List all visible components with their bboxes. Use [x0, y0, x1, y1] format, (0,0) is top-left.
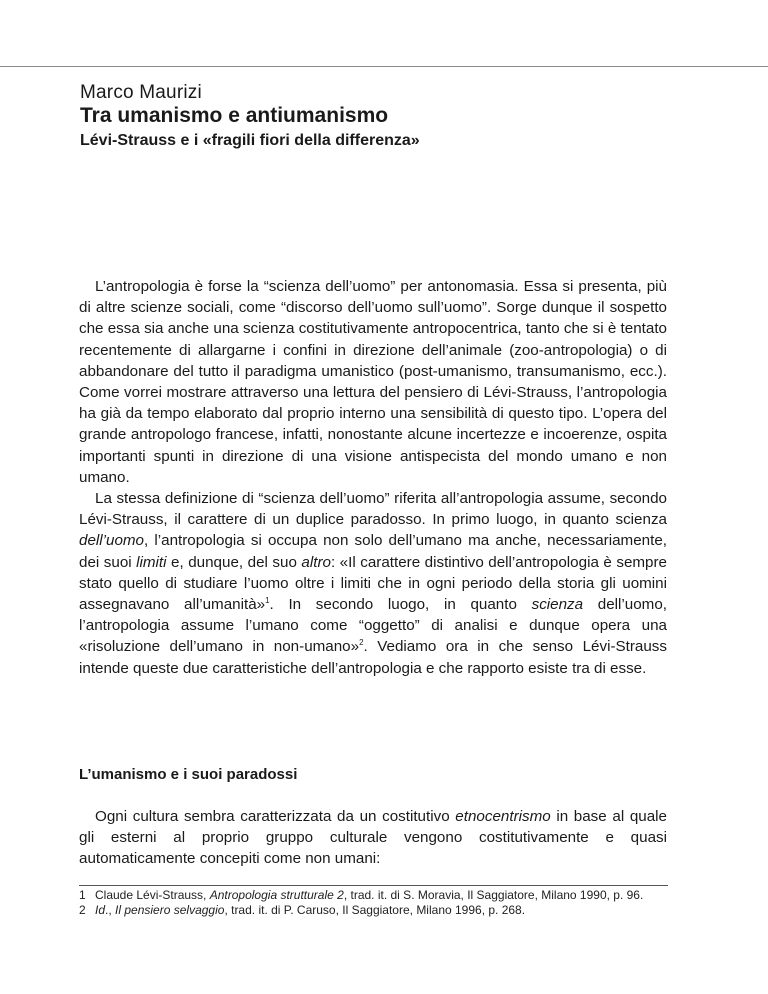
article-title: Tra umanismo e antiumanismo [80, 104, 389, 127]
author-name: Marco Maurizi [80, 82, 202, 103]
text-run: in base al quale gli esterni al proprio gruppo culturale vengono costitutivamente e quasi automaticamente concepiti come non umani: [79, 808, 667, 868]
section-heading: L’umanismo e i suoi paradossi [79, 766, 298, 783]
text-run: , l’antropologia si occupa non solo dell’umano ma anche, necessariamente, dei suoi [79, 532, 667, 571]
footnote-ref-2[interactable]: 2 [359, 638, 364, 648]
paragraph-2 [79, 488, 667, 679]
text-run: : «Il carattere distintivo dell’antropologia è sempre stato quello di studiare l’uomo oltre i limiti che in ogni periodo della storia gli uomini assegnavano all’umanità» [79, 553, 667, 614]
footnote-rule [79, 885, 668, 886]
text-run: . In secondo luogo, in quanto [269, 596, 532, 614]
text-run: e, dunque, del suo [166, 553, 302, 571]
footnote-2 [79, 903, 669, 918]
text-run: dell’uomo, l’antropologia assume l’umano come “oggetto” di analisi e dunque opera una «risoluzione dell’umano in non-umano» [79, 596, 668, 656]
paragraph-3 [79, 806, 667, 870]
article-subtitle: Lévi-Strauss e i «fragili fiori della differenza» [80, 132, 420, 149]
book-title: Antropologia strutturale 2 [209, 888, 344, 902]
ibidem-abbrev: Id [95, 903, 106, 917]
text-run: , trad. it. di P. Caruso, Il Saggiatore, Milano 1996, p. 268. [224, 903, 526, 917]
text-run: ., [105, 903, 116, 917]
text-run: , trad. it. di S. Moravia, Il Saggiatore, Milano 1990, p. 96. [343, 888, 644, 902]
footnote-1 [79, 888, 669, 903]
emphasis: altro [301, 553, 331, 571]
footnote-ref-1[interactable]: 1 [265, 596, 270, 606]
emphasis: dell’uomo [79, 532, 145, 550]
footnote-number: 2 [79, 903, 86, 917]
emphasis: etnocentrismo [455, 808, 551, 825]
text-run: Ogni cultura sembra caratterizzata da un costitutivo [95, 808, 456, 825]
footnotes [79, 888, 669, 918]
text-run: La stessa definizione di “scienza dell’uomo” riferita all’antropologia assume, secondo Lévi-Strauss, il carattere di un duplice paradosso. In primo luogo, in quanto scienza [79, 490, 667, 529]
text-run: Claude Lévi-Strauss, [95, 888, 210, 902]
header-rule [0, 66, 768, 67]
body-text-intro [79, 276, 667, 679]
text-run: . Vediamo ora in che senso Lévi-Strauss intende queste due caratteristiche dell’antropologia e che rapporto esiste tra di esse. [79, 638, 667, 677]
body-text-section [79, 806, 667, 870]
footnote-number: 1 [79, 888, 86, 902]
book-title: Il pensiero selvaggio [115, 903, 225, 917]
paragraph-1: L’antropologia è forse la “scienza dell’uomo” per antonomasia. Essa si presenta, più di altre scienze sociali, come “discorso dell’uomo sull’uomo”. Sorge dunque il sospetto che essa sia anche una scienza costitutivamente antropocentrica, tanto che si è tentato recentemente di allargarne i confini in direzione dell’animale (zoo-antropologia) o di abbandonare del tutto il paradigma umanistico (post-umanismo, transumanismo, ecc.). Come vorrei mostrare attraverso una lettura del pensiero di Lévi-Strauss, l’antropologia ha già da tempo elaborato dal proprio interno una sensibilità di questo tipo. L’opera del grande antropologo francese, infatti, nonostante alcune incertezze e incoerenze, ospita importanti spunti in direzione di una visione antispecista del mondo umano e non umano. [79, 278, 667, 486]
emphasis: limiti [136, 553, 167, 571]
emphasis: scienza [531, 596, 584, 614]
